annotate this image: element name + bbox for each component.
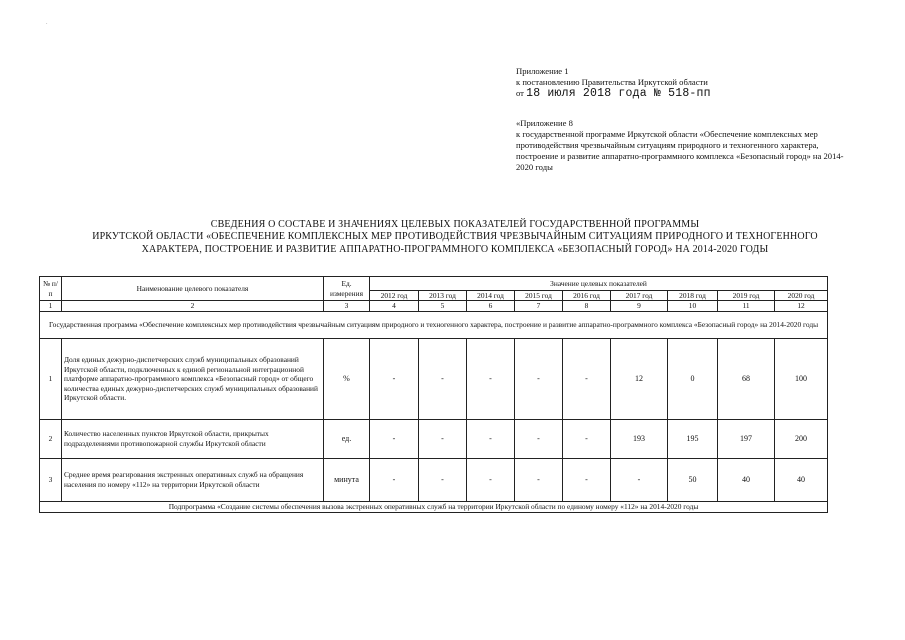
col-index: 9 [611, 301, 668, 311]
title-line-1: СВЕДЕНИЯ О СОСТАВЕ И ЗНАЧЕНИЯХ ЦЕЛЕВЫХ ПОКАЗАТЕЛЕЙ ГОСУДАРСТВЕННОЙ ПРОГРАММЫ [210, 219, 700, 230]
row-value: 0 [668, 338, 718, 419]
row-value: - [370, 338, 419, 419]
header-num: № п/п [40, 277, 62, 301]
header-year: 2015 год [515, 291, 563, 301]
program-row: Государственная программа «Обеспечение комплексных мер противодействия чрезвычайным ситуациям природного и техногенного характера, построение и развитие аппаратно-программного комплекса «Безопасный город» на 2014-2020 годы [40, 311, 828, 338]
row-value: - [563, 458, 611, 501]
header-unit: Ед. измерения [324, 277, 370, 301]
row-value: 68 [718, 338, 775, 419]
header-year: 2018 год [668, 291, 718, 301]
row-value: - [515, 458, 563, 501]
row-unit: минута [324, 458, 370, 501]
header-year: 2012 год [370, 291, 419, 301]
subprogram-row: Подпрограмма «Создание системы обеспечения вызова экстренных оперативных служб на территории Иркутской области по единому номеру «112» на 2014-2020 годы [40, 501, 828, 512]
appendix-date-prefix: от [516, 88, 524, 99]
row-value: - [515, 338, 563, 419]
row-unit: % [324, 338, 370, 419]
row-value: - [370, 419, 419, 458]
row-value: 100 [775, 338, 828, 419]
col-index: 8 [563, 301, 611, 311]
row-num: 1 [40, 338, 62, 419]
row-value: - [419, 338, 467, 419]
header-name: Наименование целевого показателя [62, 277, 324, 301]
col-index: 1 [40, 301, 62, 311]
row-value: 50 [668, 458, 718, 501]
header-year: 2014 год [467, 291, 515, 301]
col-index: 11 [718, 301, 775, 311]
appendix-line-1: Приложение 1 [516, 66, 569, 76]
row-unit: ед. [324, 419, 370, 458]
title-line-3: ХАРАКТЕРА, ПОСТРОЕНИЕ И РАЗВИТИЕ АППАРАТНО-ПРОГРАММНОГО КОМПЛЕКСА «БЕЗОПАСНЫЙ ГОРОД» НА 2014-2020 ГОДЫ [141, 243, 769, 255]
header-values: Значение целевых показателей [370, 277, 828, 291]
row-value: 195 [668, 419, 718, 458]
header-year: 2019 год [718, 291, 775, 301]
row-num: 2 [40, 419, 62, 458]
col-index: 3 [324, 301, 370, 311]
appendix-date-line [516, 88, 846, 99]
title-line-2: ИРКУТСКОЙ ОБЛАСТИ «ОБЕСПЕЧЕНИЕ КОМПЛЕКСНЫХ МЕР ПРОТИВОДЕЙСТВИЯ ЧРЕЗВЫЧАЙНЫМ СИТУАЦИЯМ ПРИРОДНОГО И ТЕХНОГЕННОГО [92, 231, 818, 243]
appendix-line-5: к государственной программе Иркутской области «Обеспечение комплексных мер противодействия чрезвычайным ситуациям природного и техногенного характера, построение и развитие аппаратно-программного комплекса «Безопасный город» на 2014-2020 годы [516, 128, 844, 173]
col-index: 10 [668, 301, 718, 311]
col-index: 6 [467, 301, 515, 311]
col-index: 12 [775, 301, 828, 311]
row-value: 200 [775, 419, 828, 458]
indicators-table [39, 276, 828, 513]
header-year: 2020 год [775, 291, 828, 301]
appendix-block [516, 66, 846, 174]
col-index: 5 [419, 301, 467, 311]
row-num: 3 [40, 458, 62, 501]
appendix-line-4: «Приложение 8 [516, 117, 573, 128]
table-row [40, 338, 828, 419]
scan-mark: . [46, 20, 48, 26]
row-value: - [370, 458, 419, 501]
row-value: 40 [718, 458, 775, 501]
header-year: 2016 год [563, 291, 611, 301]
row-name: Количество населенных пунктов Иркутской области, прикрытых подразделениями противопожарной службы Иркутской области [62, 419, 324, 458]
col-index: 2 [62, 301, 324, 311]
row-value: 12 [611, 338, 668, 419]
row-value: - [467, 458, 515, 501]
table-row [40, 458, 828, 501]
col-index: 4 [370, 301, 419, 311]
appendix-date-handwritten: 18 июля 2018 года № 518-пп [526, 87, 711, 101]
row-value: - [419, 419, 467, 458]
row-value: 197 [718, 419, 775, 458]
row-name: Среднее время реагирования экстренных оперативных служб на обращения населения по номеру «112» на территории Иркутской области [62, 458, 324, 501]
table-row [40, 419, 828, 458]
document-title [40, 219, 870, 256]
row-value: - [611, 458, 668, 501]
row-value: - [467, 419, 515, 458]
row-value: 193 [611, 419, 668, 458]
row-value: 40 [775, 458, 828, 501]
header-year: 2017 год [611, 291, 668, 301]
row-value: - [467, 338, 515, 419]
col-index: 7 [515, 301, 563, 311]
row-value: - [563, 338, 611, 419]
header-year: 2013 год [419, 291, 467, 301]
row-name: Доля единых дежурно-диспетчерских служб муниципальных образований Иркутской области, подключенных к единой региональной интеграционной платформе аппаратно-программного комплекса «Безопасный город» от общего количества единых дежурно-диспетчерских служб муниципальных образований Иркутской области. [62, 338, 324, 419]
row-value: - [515, 419, 563, 458]
row-value: - [419, 458, 467, 501]
appendix-line-2: к постановлению Правительства Иркутской области [516, 77, 708, 88]
row-value: - [563, 419, 611, 458]
